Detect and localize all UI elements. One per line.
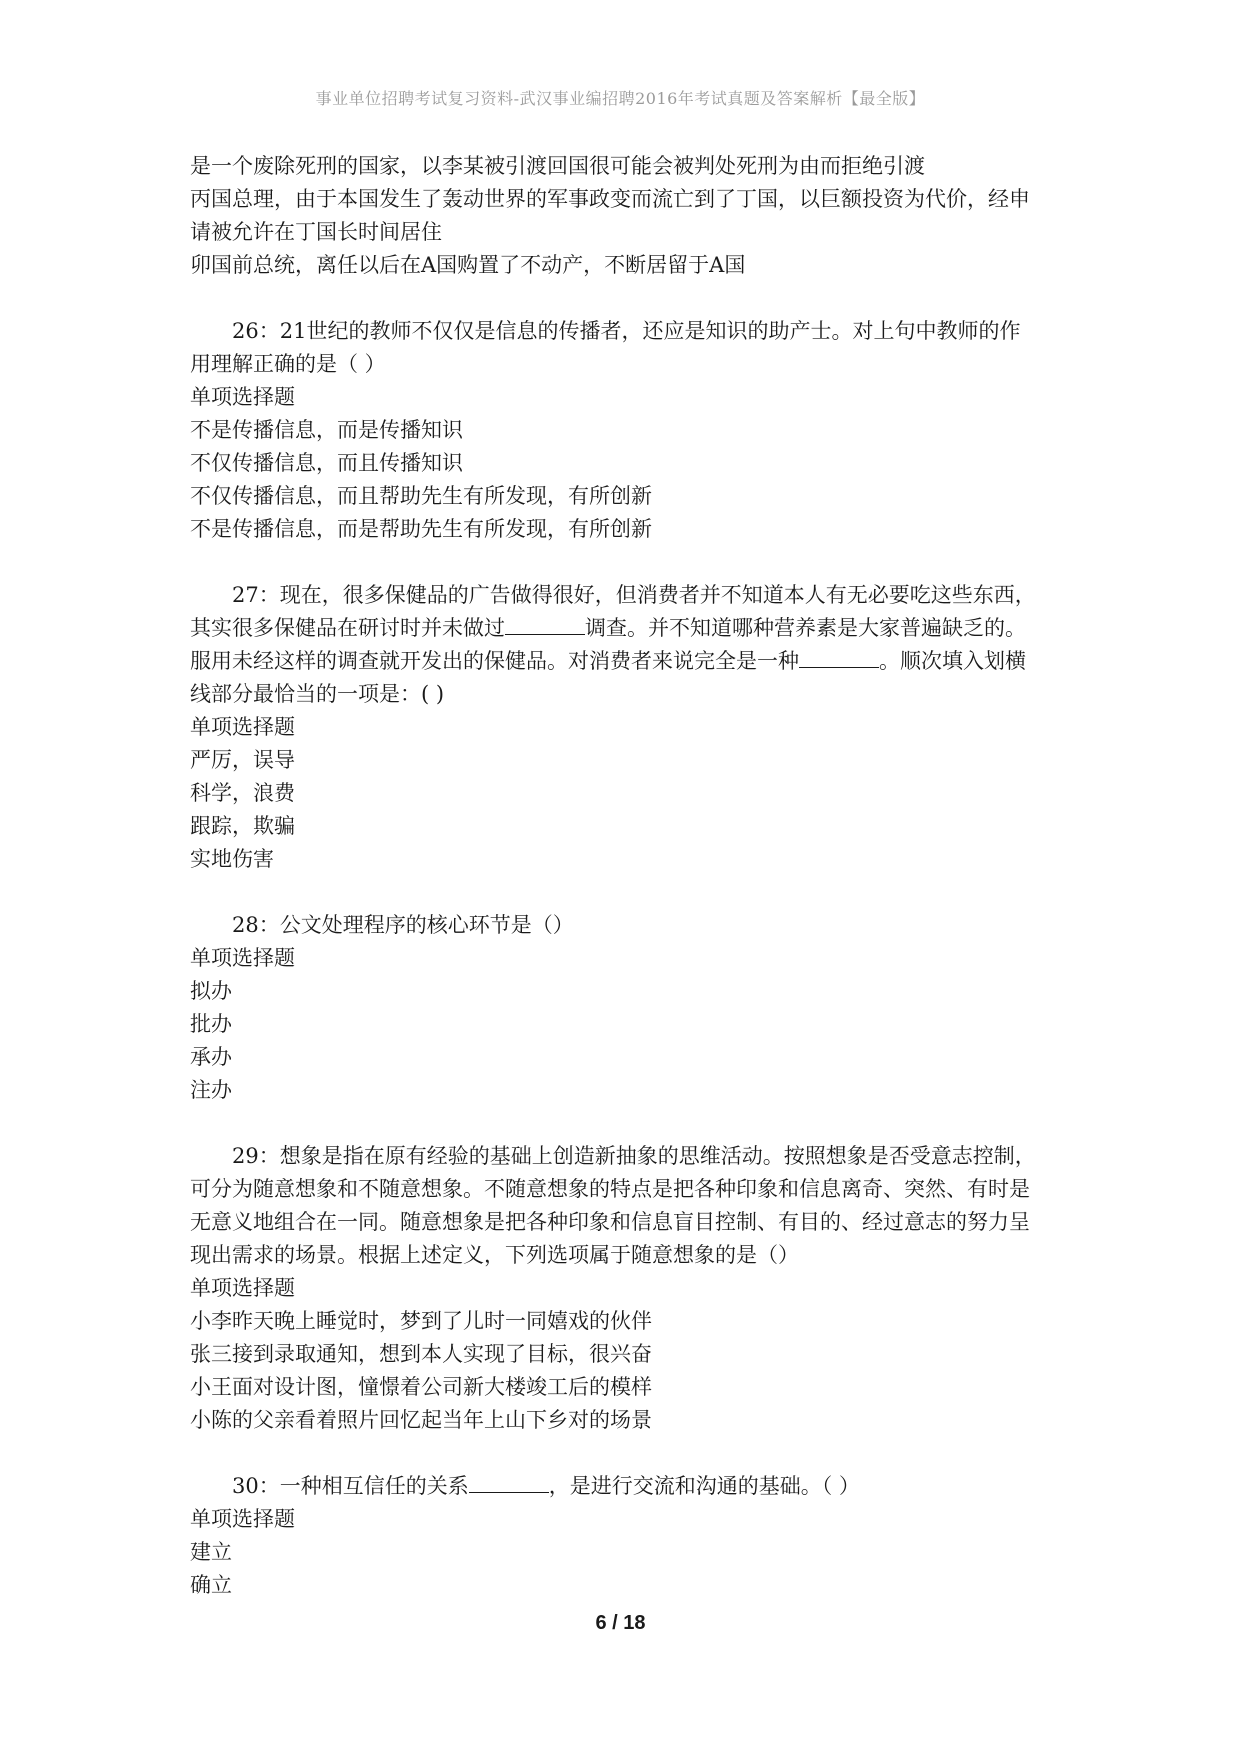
question-stem: 无意义地组合在一同。随意想象是把各种印象和信息盲目控制、有目的、经过意志的努力呈 (190, 1210, 1030, 1234)
option-a: 建立 (190, 1540, 232, 1564)
question-stem: 现出需求的场景。根据上述定义，下列选项属于随意想象的是（） (190, 1243, 799, 1267)
option-line: 丙国总理，由于本国发生了轰动世界的军事政变而流亡到了丁国，以巨额投资为代价，经申 (190, 187, 1030, 211)
option-d: 实地伤害 (190, 847, 274, 871)
question-stem: 29：想象是指在原有经验的基础上创造新抽象的思维活动。按照想象是否受意志控制， (232, 1144, 1036, 1168)
fill-blank (469, 1474, 549, 1493)
option-c: 跟踪，欺骗 (190, 814, 295, 838)
question-type: 单项选择题 (190, 385, 295, 409)
question-type: 单项选择题 (190, 1507, 295, 1531)
option-a: 小李昨天晚上睡觉时，梦到了儿时一同嬉戏的伙伴 (190, 1309, 652, 1333)
fill-blank (505, 616, 585, 635)
question-stem: 28：公文处理程序的核心环节是（） (232, 913, 574, 937)
option-b: 确立 (190, 1573, 232, 1597)
question-type: 单项选择题 (190, 715, 295, 739)
question-type: 单项选择题 (190, 1276, 295, 1300)
option-b: 批办 (190, 1012, 232, 1036)
option-line: 请被允许在丁国长时间居住 (190, 220, 442, 244)
question-29 (190, 1140, 1060, 1437)
question-stem: 服用未经这样的调查就开发出的保健品。对消费者来说完全是一种 。顺次填入划横 (190, 649, 1026, 673)
option-d: 注办 (190, 1078, 232, 1102)
option-a: 不是传播信息，而是传播知识 (190, 418, 463, 442)
question-stem: 线部分最恰当的一项是：( ) (190, 682, 445, 706)
fill-blank (799, 649, 879, 668)
question-30 (190, 1470, 1060, 1602)
option-a: 拟办 (190, 979, 232, 1003)
option-b: 不仅传播信息，而且传播知识 (190, 451, 463, 475)
carryover-options (190, 150, 1060, 282)
question-28 (190, 909, 1060, 1107)
question-stem: 用理解正确的是（ ） (190, 352, 386, 376)
question-stem: 其实很多保健品在研讨时并未做过 调查。并不知道哪种营养素是大家普遍缺乏的。 (190, 616, 1026, 640)
document-body (190, 150, 1060, 1602)
question-27 (190, 579, 1060, 876)
option-d: 不是传播信息，而是帮助先生有所发现，有所创新 (190, 517, 652, 541)
question-type: 单项选择题 (190, 946, 295, 970)
question-stem: 可分为随意想象和不随意想象。不随意想象的特点是把各种印象和信息离奇、突然、有时是 (190, 1177, 1030, 1201)
option-line: 是一个废除死刑的国家，以李某被引渡回国很可能会被判处死刑为由而拒绝引渡 (190, 154, 925, 178)
option-c: 不仅传播信息，而且帮助先生有所发现，有所创新 (190, 484, 652, 508)
option-d: 小陈的父亲看着照片回忆起当年上山下乡对的场景 (190, 1408, 652, 1432)
question-stem: 26：21世纪的教师不仅仅是信息的传播者，还应是知识的助产士。对上句中教师的作 (232, 319, 1021, 343)
option-c: 小王面对设计图，憧憬着公司新大楼竣工后的模样 (190, 1375, 652, 1399)
question-stem: 30：一种相互信任的关系 ，是进行交流和沟通的基础。（ ） (232, 1474, 860, 1498)
question-stem: 27：现在，很多保健品的广告做得很好，但消费者并不知道本人有无必要吃这些东西， (232, 583, 1036, 607)
option-b: 张三接到录取通知，想到本人实现了目标，很兴奋 (190, 1342, 652, 1366)
option-line: 卯国前总统，离任以后在A国购置了不动产，不断居留于A国 (190, 253, 746, 277)
option-a: 严厉，误导 (190, 748, 295, 772)
page-header: 事业单位招聘考试复习资料-武汉事业编招聘2016年考试真题及答案解析【最全版】 (315, 89, 926, 108)
question-26 (190, 315, 1060, 546)
page-number: 6 / 18 (595, 1612, 646, 1634)
option-c: 承办 (190, 1045, 232, 1069)
option-b: 科学，浪费 (190, 781, 295, 805)
